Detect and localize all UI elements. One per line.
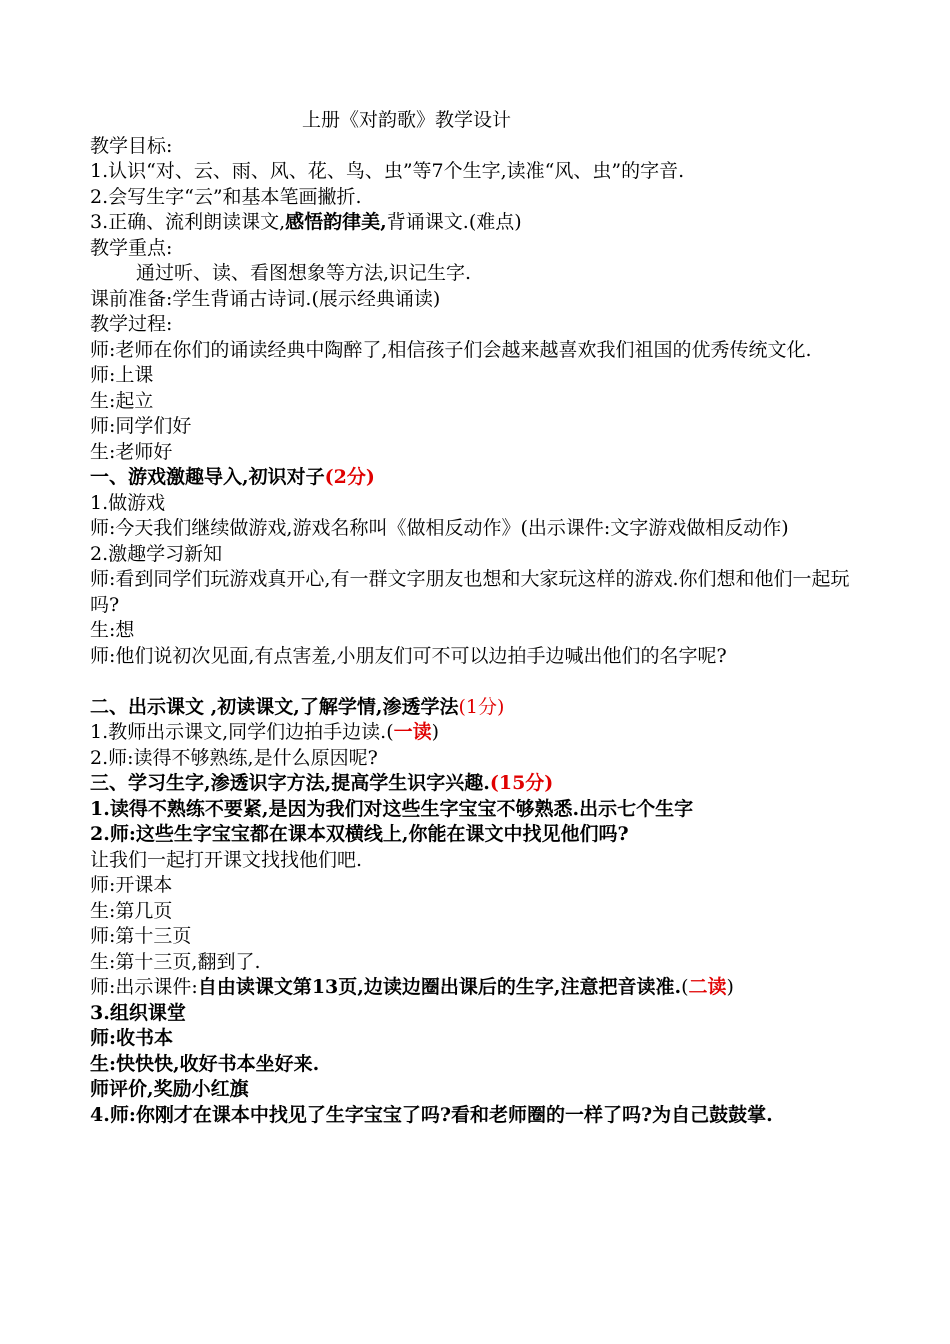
goal-3 [90,210,870,236]
section-3-item: 1.读得不熟练不要紧,是因为我们对这些生字宝宝不够熟悉.出示七个生字 [90,797,694,820]
section-2-item [90,720,870,746]
process-heading: 教学过程: [90,313,173,335]
section-1-item: 师:看到同学们玩游戏真开心,有一群文字朋友也想和大家玩这样的游戏.你们想和他们一起玩吗? [90,568,850,616]
section-1-heading [90,465,870,491]
section-1-item: 师:他们说初次见面,有点害羞,小朋友们可不可以边拍手边喊出他们的名字呢? [90,644,727,667]
section-3-item-paren: ) [726,976,734,998]
process-para-1: 师:老师在你们的诵读经典中陶醉了,相信孩子们会越来越喜欢我们祖国的优秀传统文化. [90,338,812,361]
dialog-line: 师:同学们好 [90,415,192,437]
section-1-item: 1.做游戏 [90,491,166,514]
section-2-item-paren: ) [431,721,440,743]
section-2-item-text: 1.教师出示课文,同学们边拍手边读.( [90,721,394,743]
page-title: 上册《对韵歌》教学设计 [302,109,512,131]
goal-heading: 教学目标: [90,134,173,157]
section-1-item: 师:今天我们继续做游戏,游戏名称叫《做相反动作》(出示课件:文字游戏做相反动作) [90,517,789,539]
dialog-line: 师:上课 [90,364,154,386]
document-page [90,108,870,1128]
section-3-item: 2.师:这些生字宝宝都在课本双横线上,你能在课文中找见他们吗? [90,823,629,845]
dialog-line: 师:第十三页 [90,925,192,947]
section-3-title: 三、学习生字,渗透识字方法,提高学生识字兴趣. [90,772,490,794]
blank-line [90,669,870,695]
section-3-item: 师:收书本 [90,1027,174,1049]
section-3-heading [90,771,870,797]
section-2-heading [90,695,870,721]
dialog-line: 生:起立 [90,389,154,412]
dialog-line: 生:第几页 [90,899,173,922]
section-2-item: 2.师:读得不够熟练,是什么原因呢? [90,746,378,769]
section-3-item: 生:快快快,收好书本坐好来. [90,1052,320,1075]
section-3-item: 3.组织课堂 [90,1001,186,1024]
section-3-item-paren: ( [681,976,689,998]
dialog-line: 生:第十三页,翻到了. [90,950,261,973]
section-3-score: (15分) [489,772,554,794]
goal-3-text-a: 3.正确、流利朗读课文, [90,211,286,233]
section-3-item: 让我们一起打开课文找找他们吧. [90,848,363,871]
dialog-line: 师:开课本 [90,874,173,896]
dialog-line: 生:老师好 [90,440,173,463]
goal-1: 1.认识“对、云、雨、风、花、鸟、虫”等7个生字,读准“风、虫”的字音. [90,160,685,182]
section-3-item-prefix: 师:出示课件: [90,976,198,998]
section-1-title: 一、游戏激趣导入,初识对子 [90,466,325,488]
section-2-score: (1分) [458,695,505,718]
prep-text: 课前准备:学生背诵古诗词.(展示经典诵读) [90,287,441,310]
section-3-item-emphasis: 自由读课文第13页,边读边圈出课后的生字,注意把音读准. [197,976,682,998]
goal-3-emphasis: 感悟韵律美, [285,211,387,233]
section-1-score: (2分) [324,466,375,488]
read-count-1: 一读 [393,721,432,743]
section-3-item: 4.师:你刚才在课本中找见了生字宝宝了吗?看和老师圈的一样了吗?为自己鼓鼓掌. [90,1103,773,1126]
goal-2: 2.会写生字“云”和基本笔画撇折. [90,185,362,208]
section-3-item [90,975,870,1001]
section-3-item: 师评价,奖励小红旗 [90,1078,249,1100]
section-2-title: 二、出示课文 ,初读课文,了解学情,渗透学法 [90,695,459,718]
goal-3-text-c: 背诵课文.(难点) [386,211,522,233]
section-1-item: 2.激趣学习新知 [90,542,223,565]
read-count-2: 二读 [688,976,727,998]
key-text: 通过听、读、看图想象等方法,识记生字. [136,262,472,284]
section-1-item: 生:想 [90,619,135,641]
key-heading: 教学重点: [90,236,173,259]
